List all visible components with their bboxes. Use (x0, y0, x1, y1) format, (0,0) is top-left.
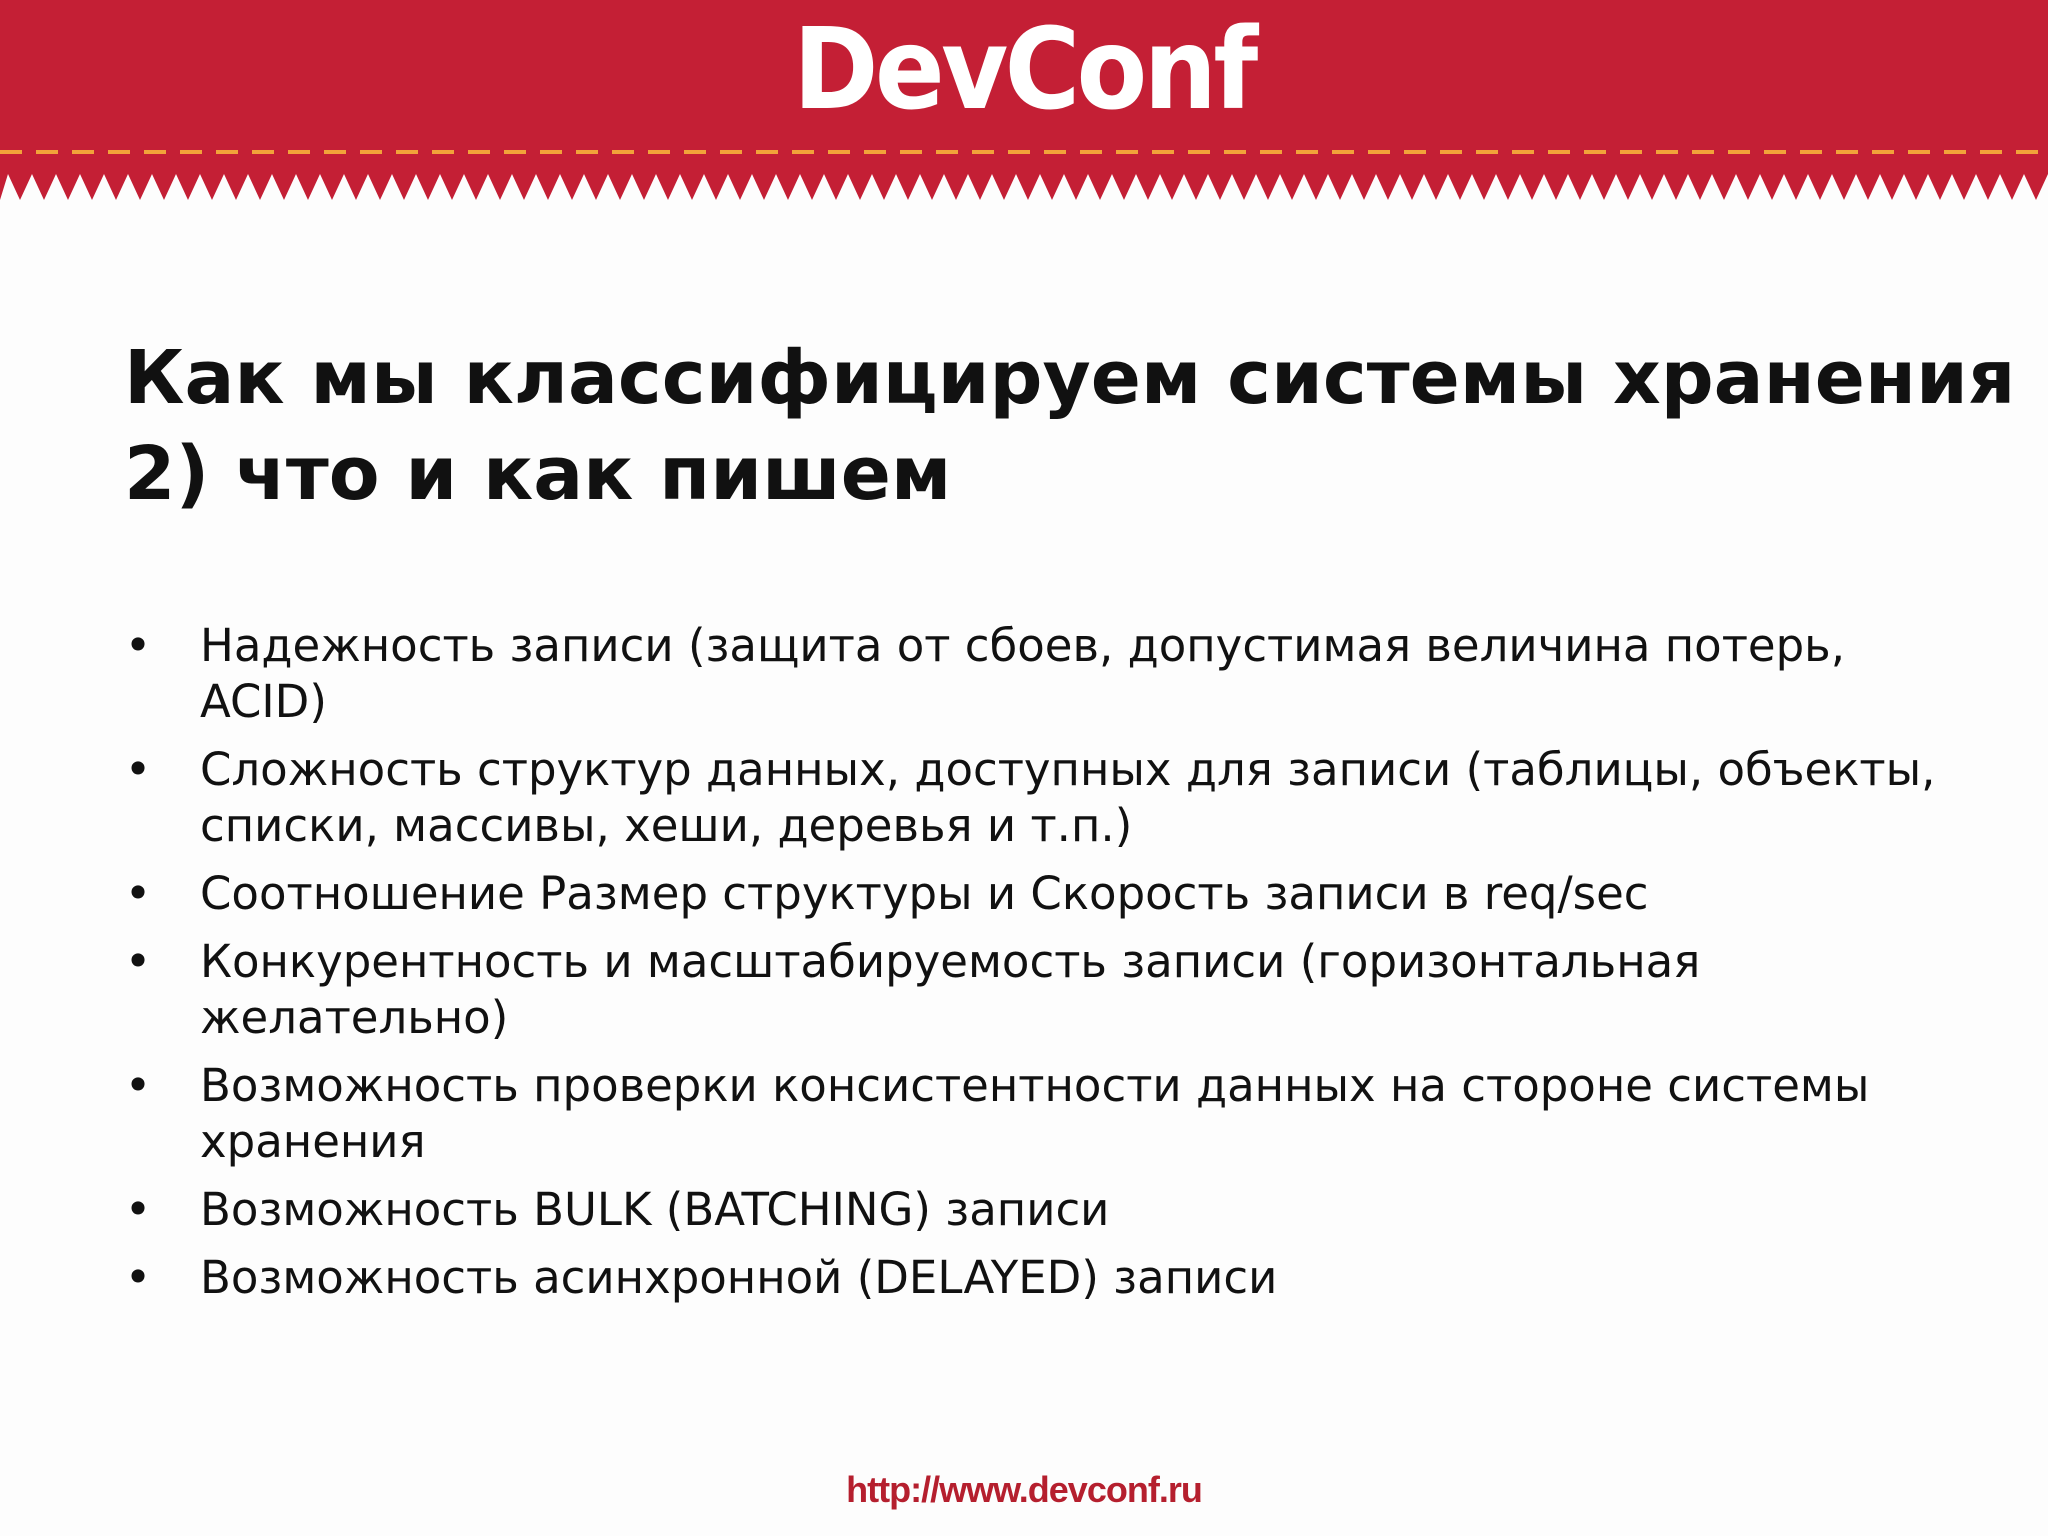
bullet-dot: • (124, 1059, 152, 1112)
list-item (124, 742, 1964, 854)
bullet-text: Возможность BULK (BATCHING) записи (200, 1183, 1110, 1236)
bullet-dot: • (124, 619, 152, 672)
header-banner (0, 0, 2048, 210)
list-item (124, 866, 1964, 922)
list-item (124, 618, 1964, 730)
bullet-text: Надежность записи (защита от сбоев, допустимая величина потерь, ACID) (200, 619, 1846, 728)
bullet-text: Соотношение Размер структуры и Скорость записи в req/sec (200, 867, 1649, 920)
logo-text: DevConf (793, 5, 1255, 135)
title-line-1: Как мы классифицируем системы хранения (124, 335, 2016, 421)
list-item (124, 1182, 1964, 1238)
bullet-text: Сложность структур данных, доступных для записи (таблицы, объекты, списки, массивы, хеши, деревья и т.п.) (200, 743, 1936, 852)
bullet-dot: • (124, 743, 152, 796)
bullet-dot: • (124, 1183, 152, 1236)
list-item (124, 1250, 1964, 1306)
title-line-2: 2) что и как пишем (124, 431, 952, 517)
bullet-dot: • (124, 867, 152, 920)
bullet-text: Возможность асинхронной (DELAYED) записи (200, 1251, 1278, 1304)
footer-url: http://www.devconf.ru (846, 1469, 1202, 1510)
bullet-dot: • (124, 935, 152, 988)
slide-title (124, 330, 2016, 522)
bullet-text: Возможность проверки консистентности данных на стороне системы хранения (200, 1059, 1870, 1168)
bullet-text: Конкурентность и масштабируемость записи (горизонтальная желательно) (200, 935, 1701, 1044)
bullet-list (124, 618, 1964, 1318)
bullet-dot: • (124, 1251, 152, 1304)
list-item (124, 934, 1964, 1046)
devconf-logo (0, 5, 2048, 135)
list-item (124, 1058, 1964, 1170)
